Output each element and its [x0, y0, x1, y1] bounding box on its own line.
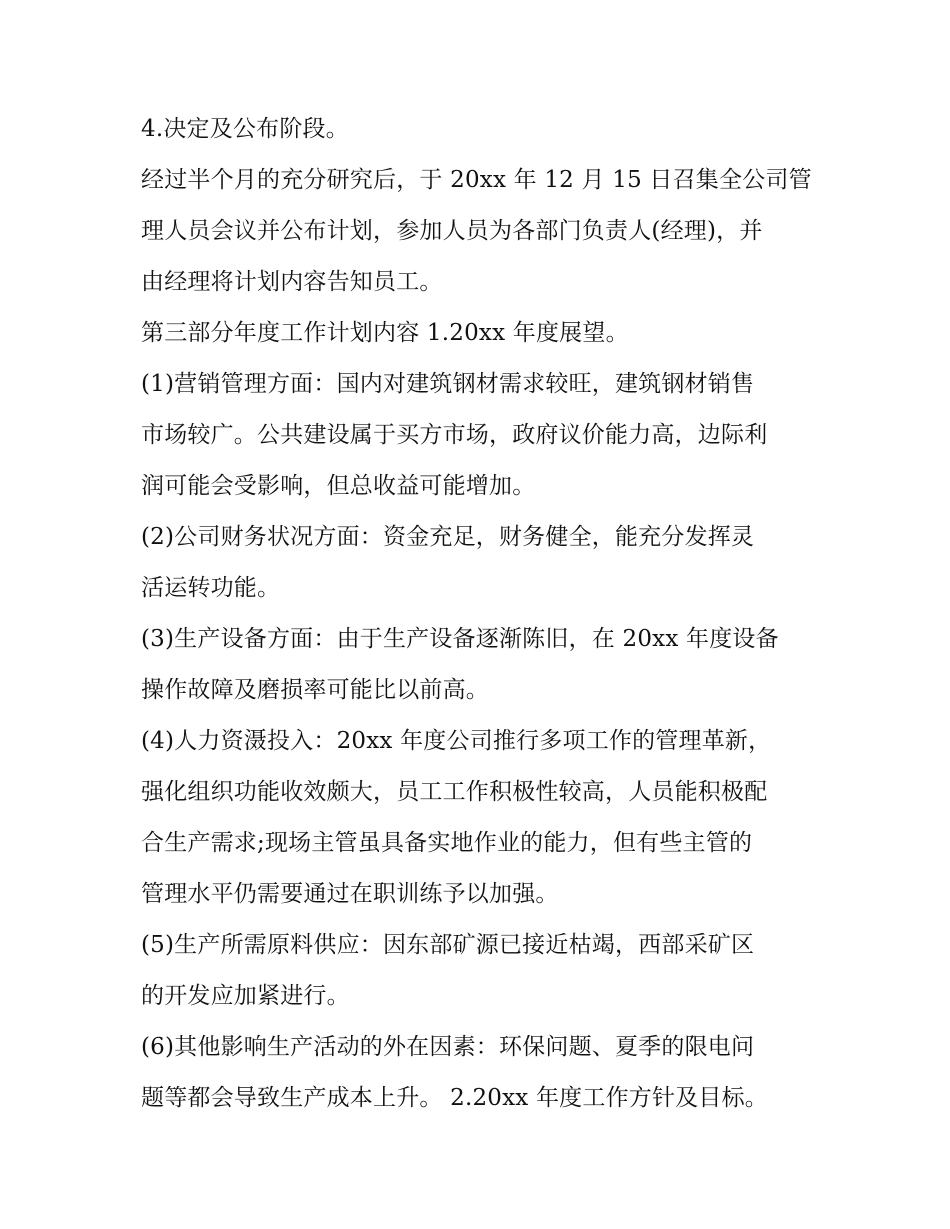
text-line: 操作故障及磨损率可能比以前高。: [141, 677, 489, 703]
text-line: 题等都会导致生产成本上升。 2.20xx 年度工作方针及目标。: [141, 1085, 768, 1111]
text-line: (4)人力资滠投入：20xx 年度公司推行多项工作的管理革新，: [141, 728, 772, 754]
text-line: (6)其他影响生产活动的外在因素：环保问题、夏季的限电问: [141, 1034, 755, 1060]
text-line: 经过半个月的充分研究后，于 20xx 年 12 月 15 日召集全公司管: [141, 167, 812, 193]
document-body: [141, 104, 821, 1124]
text-line: 市场较广。公共建设属于买方市场，政府议价能力高，边际利: [141, 422, 768, 448]
text-line: 4.决定及公布阶段。: [141, 116, 349, 142]
text-line: (5)生产所需原料供应：因东部矿源已接近枯竭，西部采矿区: [141, 932, 755, 958]
text-line: 活运转功能。: [141, 575, 281, 601]
text-line: (3)生产设备方面：由于生产设备逐渐陈旧，在 20xx 年度设备: [141, 626, 779, 652]
text-line: 强化组织功能收效颇大，员工工作积极性较高，人员能积极配: [141, 779, 768, 805]
text-line: 第三部分年度工作计划内容 1.20xx 年度展望。: [141, 320, 629, 346]
text-line: 的开发应加紧进行。: [141, 983, 350, 1009]
text-line: (1)营销管理方面：国内对建筑钢材需求较旺，建筑钢材销售: [141, 371, 755, 397]
text-line: 理人员会议并公布计划，参加人员为各部门负责人(经理)，并: [141, 218, 763, 244]
text-line: 合生产需求;现场主管虽具备实地作业的能力，但有些主管的: [141, 830, 753, 856]
text-line: (2)公司财务状况方面：资金充足，财务健全，能充分发挥灵: [141, 524, 755, 550]
text-line: 润可能会受影响，但总收益可能增加。: [141, 473, 536, 499]
text-line: 由经理将计划内容告知员工。: [141, 269, 443, 295]
text-line: 管理水平仍需要通过在职训练予以加强。: [141, 881, 559, 907]
